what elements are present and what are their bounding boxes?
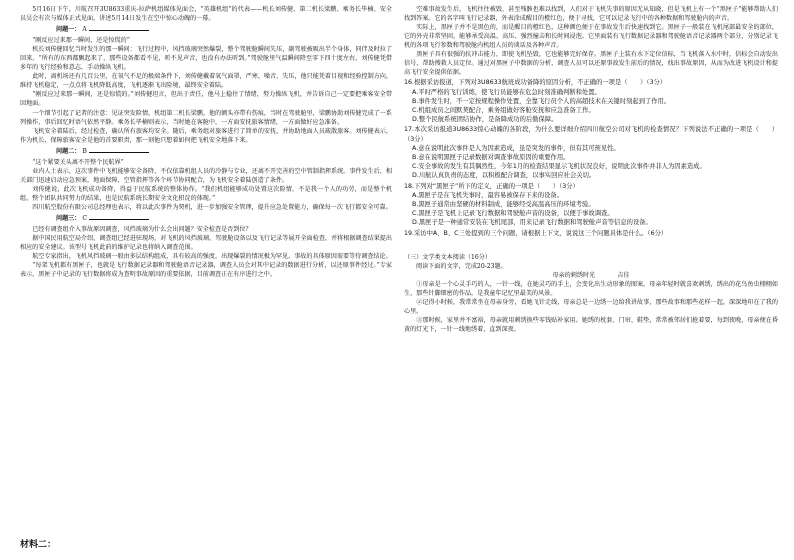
question-16-options [404, 88, 778, 125]
paragraph: 航空专家指出，飞机风挡玻璃一般由多层结构组成，具有较高的强度，出现爆裂的情况极为罕见。事故的具体原因需要等待调查结论。 [32, 253, 392, 261]
paragraph: 业内人士表示，这次事件中飞机能够安全备降，不仅依靠机组人员的冷静与专业，还离不开完善的空中管制指挥系统。事件发生后，相关部门迅速启动应急预案，地面保障、空管指挥等各个环节协同配合，为飞机安全着陆创造了条件。 [20, 167, 392, 184]
subheading-two: “这个紧要关头离不开整个民航界” [32, 158, 124, 166]
paragraph: 四川航空股份有限公司总经理也表示，将以此次事件为契机，进一步加强安全管理，提升应急处置能力，确保每一次飞行都安全可靠。 [32, 203, 392, 211]
question-line-one [20, 25, 392, 34]
section-heading: （三）文学类文本阅读（16分） [404, 253, 491, 261]
answer-blank-b[interactable] [89, 152, 149, 153]
paragraph: 机长刘传健回忆当时发生的那一瞬间：飞行过程中，风挡玻璃突然爆裂，整个驾驶舱瞬间失压，副驾驶被吸出半个身体，同伴及时拉了回来。“所有的东西都飘起来了，那些设备都看不见，听不见声音，也没有办法听到。”驾驶舱里气温瞬间降至零下四十度左右，刘传健凭借多年的飞行经验和意志，手动操纵飞机。 [20, 46, 392, 72]
option[interactable]: A.黑匣子是在飞机失事时，最容易被保存下来的设备。 [412, 191, 564, 199]
paragraph: 实际上，黑匣子并不是黑色的，而是醒目的橙红色，这种颜色便于在事故发生后快速找到它。黑匣子一般装在飞机尾部最安全的部位，它的外壳非常坚固，能够承受高温、高压、强烈撞击和长时间浸泡。它里面装有飞行数据记录器和驾驶舱语音记录器两个部分，分别记录飞机的各项飞行参数和驾驶舱内机组人员的谈话及各种声音。 [404, 24, 778, 50]
story-paragraph: ①母亲是一个心灵手巧的人，一针一线，在她灵巧的手上，会变化出生动形象的图案。母亲年轻时就喜欢刺绣，绣出的花鸟鱼虫栩栩如生，那些针脚细密的作品，是我童年记忆里最美的风景。 [404, 280, 778, 298]
question-17-options [404, 144, 778, 181]
intro-paragraph: 5月16日下午，川航召开3U8633重庆-拉萨机组媒体见面会，“英雄机组”的代表——机长刘传健、第二机长梁鹏、乘务长毕楠、安全员吴会有次与媒体正式见面，讲述5月14日发生在空中惊心动魄的一幕。 [20, 6, 392, 23]
material-two-label: 材料二： [20, 540, 57, 550]
story-title-line [404, 271, 778, 280]
option[interactable]: C.黑匣子是飞机上记录飞行数据和驾驶舱声音的设备，以便于事故调查。 [412, 210, 614, 218]
option[interactable]: C.机组成员之间默契配合，乘务组做好客舱安抚和应急准备工作。 [412, 106, 595, 114]
paragraph: “每架飞机都有黑匣子，也就是飞行数据记录器和驾驶舱语音记录器，调查人员会对其中记录的数据进行分析，以还原事件经过。”专家表示，黑匣子中记录的飞行数据将成为查明事故原因的重要依据，目前调查正在有序进行之中。 [20, 262, 392, 279]
option[interactable]: D.黑匣子是一种通常安装在飞机尾部，用来记录飞行数据和驾驶舱声音等信息的设备。 [412, 219, 652, 227]
option[interactable]: B.事件发生时，不一定按规程操作处置，全靠飞行员个人的高超技术在关键时刻起到了作用。 [412, 97, 671, 105]
question-one-letter: A [82, 26, 87, 34]
paragraph: 空难事故发生后，飞机往往被毁，甚至残骸也难以找到，人们对于飞机失事的原因无从知晓，但是飞机上有一个“黑匣子”能够帮助人们找到答案。它的名字叫飞行记录器，外表涂成醒目的橙红色，便于寻找，它可以记录飞行中的各种数据和驾驶舱内的声音。 [404, 6, 778, 23]
paragraph: 刘传健说，此次飞机成功备降，得益于民航系统的整体协作。“我们机组能够成功处置这次险情，不是我一个人的功劳，而是整个机组、整个团队共同努力的结果，也是民航系统长期安全文化积淀的体现。” [20, 185, 392, 202]
answer-blank-a[interactable] [89, 30, 149, 31]
question-line-two [20, 147, 392, 156]
paragraph: 据中国民用航空局介绍，调查组已经进驻现场，对飞机的风挡玻璃、驾驶舱设备以及飞行记录等展开全面检查，并将根据调查结果提出相应的安全建议。该型号飞机此前的维护记录也将纳入调查范围。 [20, 235, 392, 252]
story-author: 吉佳 [617, 271, 630, 279]
option[interactable]: A.意在说明此次事件是人为因素造成，虽是突发的事件，但有其可预见性。 [412, 144, 620, 152]
subheading-one: “刚反应过来那一瞬间，还是惊慌的” [32, 37, 130, 45]
question-17: 17.本次采访报道3U8633惊心动魄的各阶段，为什么要详细介绍四川航空公司对飞机的检查情况？下列说法不正确的一项是（ ）（3分） [404, 126, 778, 143]
option[interactable]: C.安全事故的发生有其偶然性，今年1月的检查结果显示飞机状况良好，说明此次事件并非人为因素造成。 [412, 163, 706, 171]
question-16: 16.根据采访报道，下列对3U8633航班成功备降的原因分析，不正确的一项是（ ）（3分） [404, 79, 667, 87]
option[interactable]: B.意在说明黑匣子记录数据对调查事故原因的重要作用。 [412, 154, 570, 161]
question-three-letter: C [82, 215, 87, 223]
paragraph: 飞机安全着陆后，经过检查，确认所有旅客均安全。随后，乘务组对旅客进行了简单的安抚，并协助地面人员疏散旅客。刘传健表示，作为机长，保障旅客安全是他的首要职责，那一刻他只想着如何把飞机安全地落下来。 [20, 127, 392, 144]
paragraph: “刚反应过来那一瞬间，还是惊慌的。”刘传健坦言，但出于责任，他马上稳住了情绪，努力操纵飞机，并告诉自己一定要把乘客安全带回地面。 [20, 91, 392, 108]
paragraph: 黑匣子具有很强的抗冲击能力，即使飞机坠毁，它也能够完好保存。黑匣子上装有水下定位信标，当飞机落入水中时，信标会自动发出信号，帮助搜救人员定位。通过对黑匣子中数据的分析，调查人员可以还原事故发生前后的情况，找出事故原因，从而为改进飞机设计和提高飞行安全提供依据。 [404, 51, 778, 77]
answer-blank-c[interactable] [89, 219, 149, 220]
question-18-options [404, 191, 778, 228]
question-18: 18.下列对“黑匣子”所下的定义，正确的一项是（ ）（3分） [404, 182, 579, 190]
question-one-label: 问题一： [56, 26, 81, 34]
section-instruction: 阅读下面的文字，完成20-23题。 [416, 262, 507, 270]
question-three-label: 问题三： [56, 215, 81, 223]
right-column [404, 5, 778, 334]
paragraph: 已经有调查组介入事故原因调查，风挡玻璃为什么会出问题？安全检查是否到位？ [32, 226, 252, 234]
paragraph: 一个细节引起了记者的注意：见证突发险情，机组第二机长梁鹏，他的额头亦带有伤痕，当时在驾驶舱里，梁鹏协助刘传健完成了一系列操作，事后回忆时语气依然平静。乘务长毕楠则表示，当时她在客舱中，一方面安抚旅客情绪，一方面做好应急准备。 [20, 109, 392, 126]
option[interactable]: A.平时严格的飞行训练，使飞行员能够在危急时刻准确判断和处置。 [412, 88, 601, 96]
story-paragraph: ③那时候，家里并不富裕，母亲就用刺绣换些零钱贴补家用。她绣的枕套、门帘、鞋垫，常常被邻居们抢着要，每到夜晚，母亲便在昏黄的灯光下，一针一线地绣着，直到深夜。 [404, 317, 778, 334]
question-two-label: 问题二： [56, 147, 81, 155]
answer-space[interactable] [404, 238, 778, 247]
question-line-three [20, 214, 392, 223]
story-paragraph: ②记得小时候，我常常坐在母亲身旁，看她飞针走线，母亲总是一边绣一边给我讲故事，那些故事和那些花样一起，深深地印在了我的心里。 [404, 299, 778, 316]
option[interactable]: D.川航认真负责的态度，以积极配合调查，以事实回应社会关切。 [412, 172, 596, 180]
question-two-letter: B [82, 147, 87, 155]
question-19: 19.采访中A、B、C三处提到的三个问题，请根据上下文，说说这三个问题具体是什么。（6分） [404, 229, 668, 237]
left-column [20, 5, 392, 279]
option[interactable]: D.整个民航系统团结协作，是备降成功的后勤保障。 [412, 116, 558, 124]
paragraph: 此时，离机场还有几百公里，在氧气不足的极端条件下，刘传健戴着氧气面罩，严寒、噪音、失压，他只能凭着目视和经验控制方向，维持飞机稳定，一点点将飞机降低高度，飞机逐渐飞出险境，最终安全着陆。 [20, 73, 392, 90]
option[interactable]: B.黑匣子通常由坚硬的材料制成，能够经受高温高压的环境考验。 [412, 201, 595, 209]
story-title: 母亲的刺绣时光 [552, 271, 596, 279]
